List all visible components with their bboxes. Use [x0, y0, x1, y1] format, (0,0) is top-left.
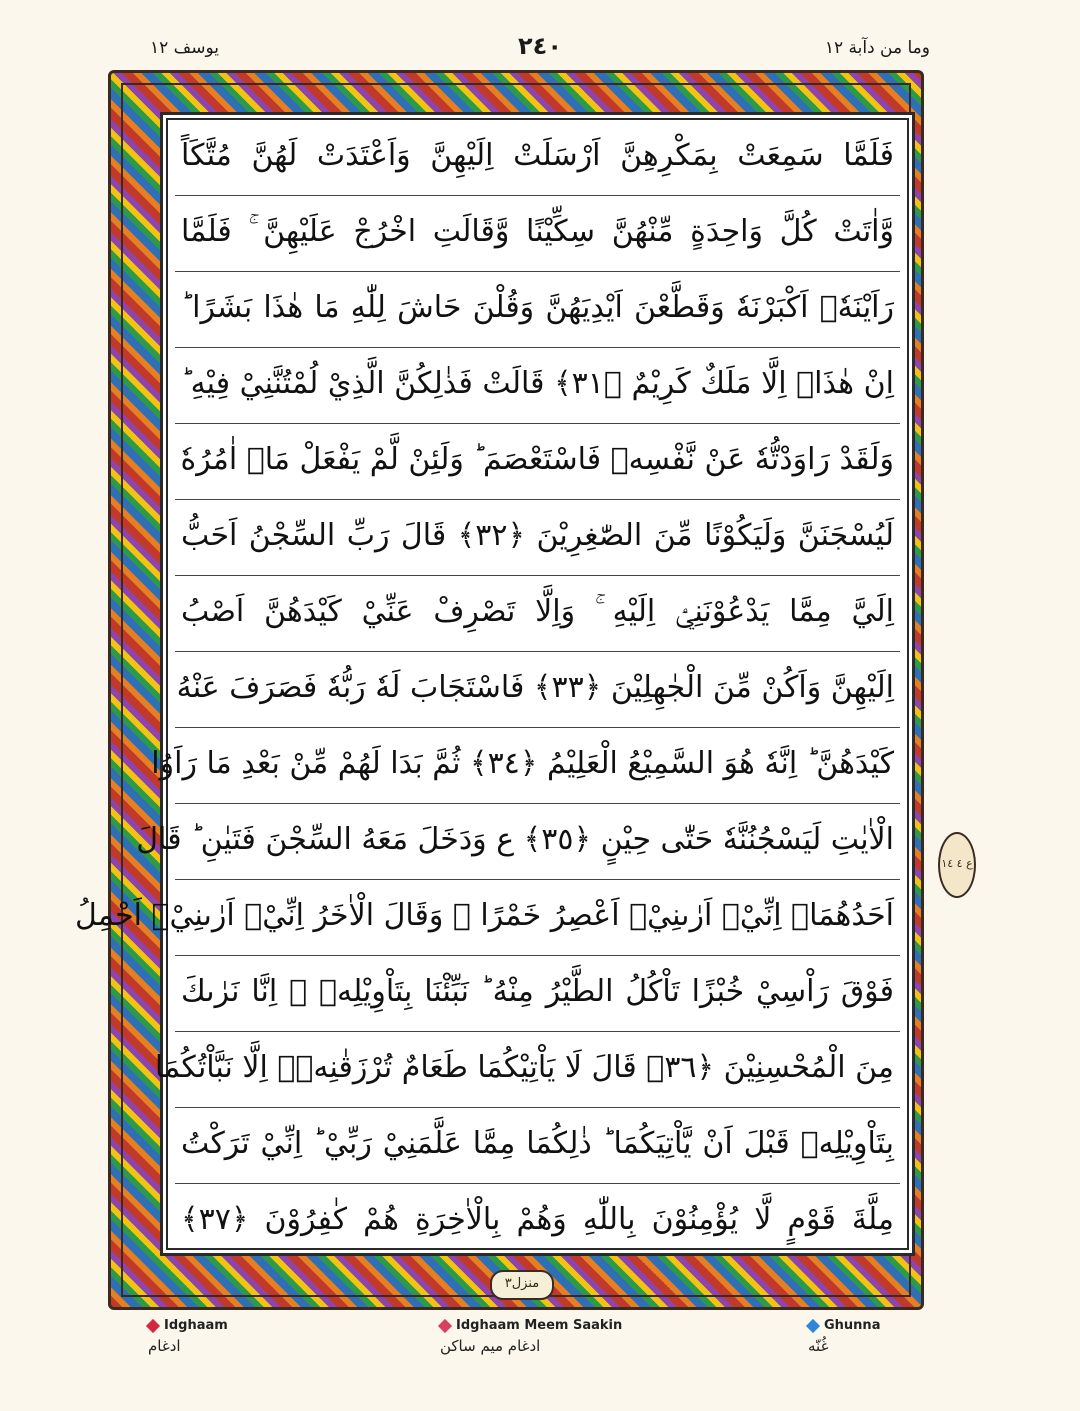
text-line-12: فَوْقَ رَاْسِيْ خُبْزًا تَاْكُلُ الطَّيْرُ مِنْهُ ؕ نَبِّئْنَا بِتَاْوِيْلِهٖ ۚ اِنَّا نَرٰىكَ	[175, 951, 900, 1032]
surah-label: يوسف ١٢	[150, 38, 220, 58]
page-number: ٢٤٠	[518, 32, 562, 60]
legend-label-ar: ادغام	[148, 1337, 181, 1355]
text-line-11: اَحَدُهُمَاۤ اِنِّيْۤ اَرٰىنِيْۤ اَعْصِرُ خَمْرًا ۚ وَقَالَ الْاٰخَرُ اِنِّيْۤ اَرٰىنِيْۤ اَحْمِلُ	[175, 875, 900, 956]
diamond-icon	[438, 1318, 452, 1332]
legend-ghunna	[808, 1318, 880, 1355]
diamond-icon	[806, 1318, 820, 1332]
text-line-15: مِلَّةَ قَوْمٍ لَّا يُؤْمِنُوْنَ بِاللّٰهِ وَهُمْ بِالْاٰخِرَةِ هُمْ كٰفِرُوْنَ ﴿٣٧﴾	[181, 1202, 894, 1237]
legend-label-ar: غُنّه	[808, 1337, 829, 1355]
text-line-4: اِنْ هٰذَاۤ اِلَّا مَلَكٌ كَرِيْمٌ ﴿٣١﴾ قَالَتْ فَذٰلِكُنَّ الَّذِيْ لُمْتُنَّنِيْ فِيْهِ ؕ	[175, 343, 900, 424]
text-line-6: لَيُسْجَنَنَّ وَلَيَكُوْنًا مِّنَ الصّٰغِرِيْنَ ﴿٣٢﴾ قَالَ رَبِّ السِّجْنُ اَحَبُّ	[175, 495, 900, 576]
legend-label-en: Ghunna	[824, 1318, 881, 1333]
ruku-marker: ع ٤ ١٤	[938, 832, 976, 898]
juz-label: وما من دآبة ١٢	[824, 38, 930, 58]
text-line-7: اِلَيَّ مِمَّا يَدْعُوْنَنِيْۤ اِلَيْهِ ۚ وَاِلَّا تَصْرِفْ عَنِّيْ كَيْدَهُنَّ اَصْبُ	[175, 571, 900, 652]
text-line-14: بِتَاْوِيْلِهٖ قَبْلَ اَنْ يَّاْتِيَكُمَا ؕ ذٰلِكُمَا مِمَّا عَلَّمَنِيْ رَبِّيْ ؕ اِنِّيْ تَرَكْتُ	[175, 1103, 900, 1184]
legend-label-ar: ادغام میم ساکن	[440, 1337, 541, 1355]
text-line-10: الْاٰيٰتِ لَيَسْجُنُنَّهٗ حَتّٰى حِيْنٍ ﴿٣٥﴾ ع وَدَخَلَ مَعَهُ السِّجْنَ فَتَيٰنِ ؕ قَالَ	[175, 799, 900, 880]
text-line-2: وَّاٰتَتْ كُلَّ وَاحِدَةٍ مِّنْهُنَّ سِكِّيْنًا وَّقَالَتِ اخْرُجْ عَلَيْهِنَّ ۚ فَلَمَّا	[175, 191, 900, 272]
legend-label-en: Idghaam	[164, 1318, 228, 1333]
legend-label-en: Idghaam Meem Saakin	[456, 1318, 623, 1333]
text-line-1: فَلَمَّا سَمِعَتْ بِمَكْرِهِنَّ اَرْسَلَتْ اِلَيْهِنَّ وَاَعْتَدَتْ لَهُنَّ مُتَّكَاً	[175, 115, 900, 196]
text-line-3: رَاَيْنَهٗۤ اَكْبَرْنَهٗ وَقَطَّعْنَ اَيْدِيَهُنَّ وَقُلْنَ حَاشَ لِلّٰهِ مَا هٰذَا بَشَرًا ؕ	[175, 267, 900, 348]
text-line-8: اِلَيْهِنَّ وَاَكُنْ مِّنَ الْجٰهِلِيْنَ ﴿٣٣﴾ فَاسْتَجَابَ لَهٗ رَبُّهٗ فَصَرَفَ عَنْهُ	[175, 647, 900, 728]
text-line-5: وَلَقَدْ رَاوَدْتُّهٗ عَنْ نَّفْسِهٖ فَاسْتَعْصَمَ ؕ وَلَئِنْ لَّمْ يَفْعَلْ مَاۤ اٰمُرُهٗ	[175, 419, 900, 500]
legend-idghaam-meem-saakin	[440, 1318, 622, 1355]
quran-text-box	[75, 112, 915, 1256]
page-header	[150, 32, 930, 62]
text-line-13: مِنَ الْمُحْسِنِيْنَ ﴿٣٦﴾ قَالَ لَا يَاْتِيْكُمَا طَعَامٌ تُرْزَقٰنِهٖۤ اِلَّا نَبَّاْتُكُمَا	[175, 1027, 900, 1108]
legend-idghaam	[148, 1318, 228, 1355]
diamond-icon	[146, 1318, 160, 1332]
manzil-label: منزل٣	[490, 1270, 554, 1300]
text-line-9: كَيْدَهُنَّ ؕ اِنَّهٗ هُوَ السَّمِيْعُ الْعَلِيْمُ ﴿٣٤﴾ ثُمَّ بَدَا لَهُمْ مِّنْ بَعْدِ مَا رَاَوُا	[175, 723, 900, 804]
